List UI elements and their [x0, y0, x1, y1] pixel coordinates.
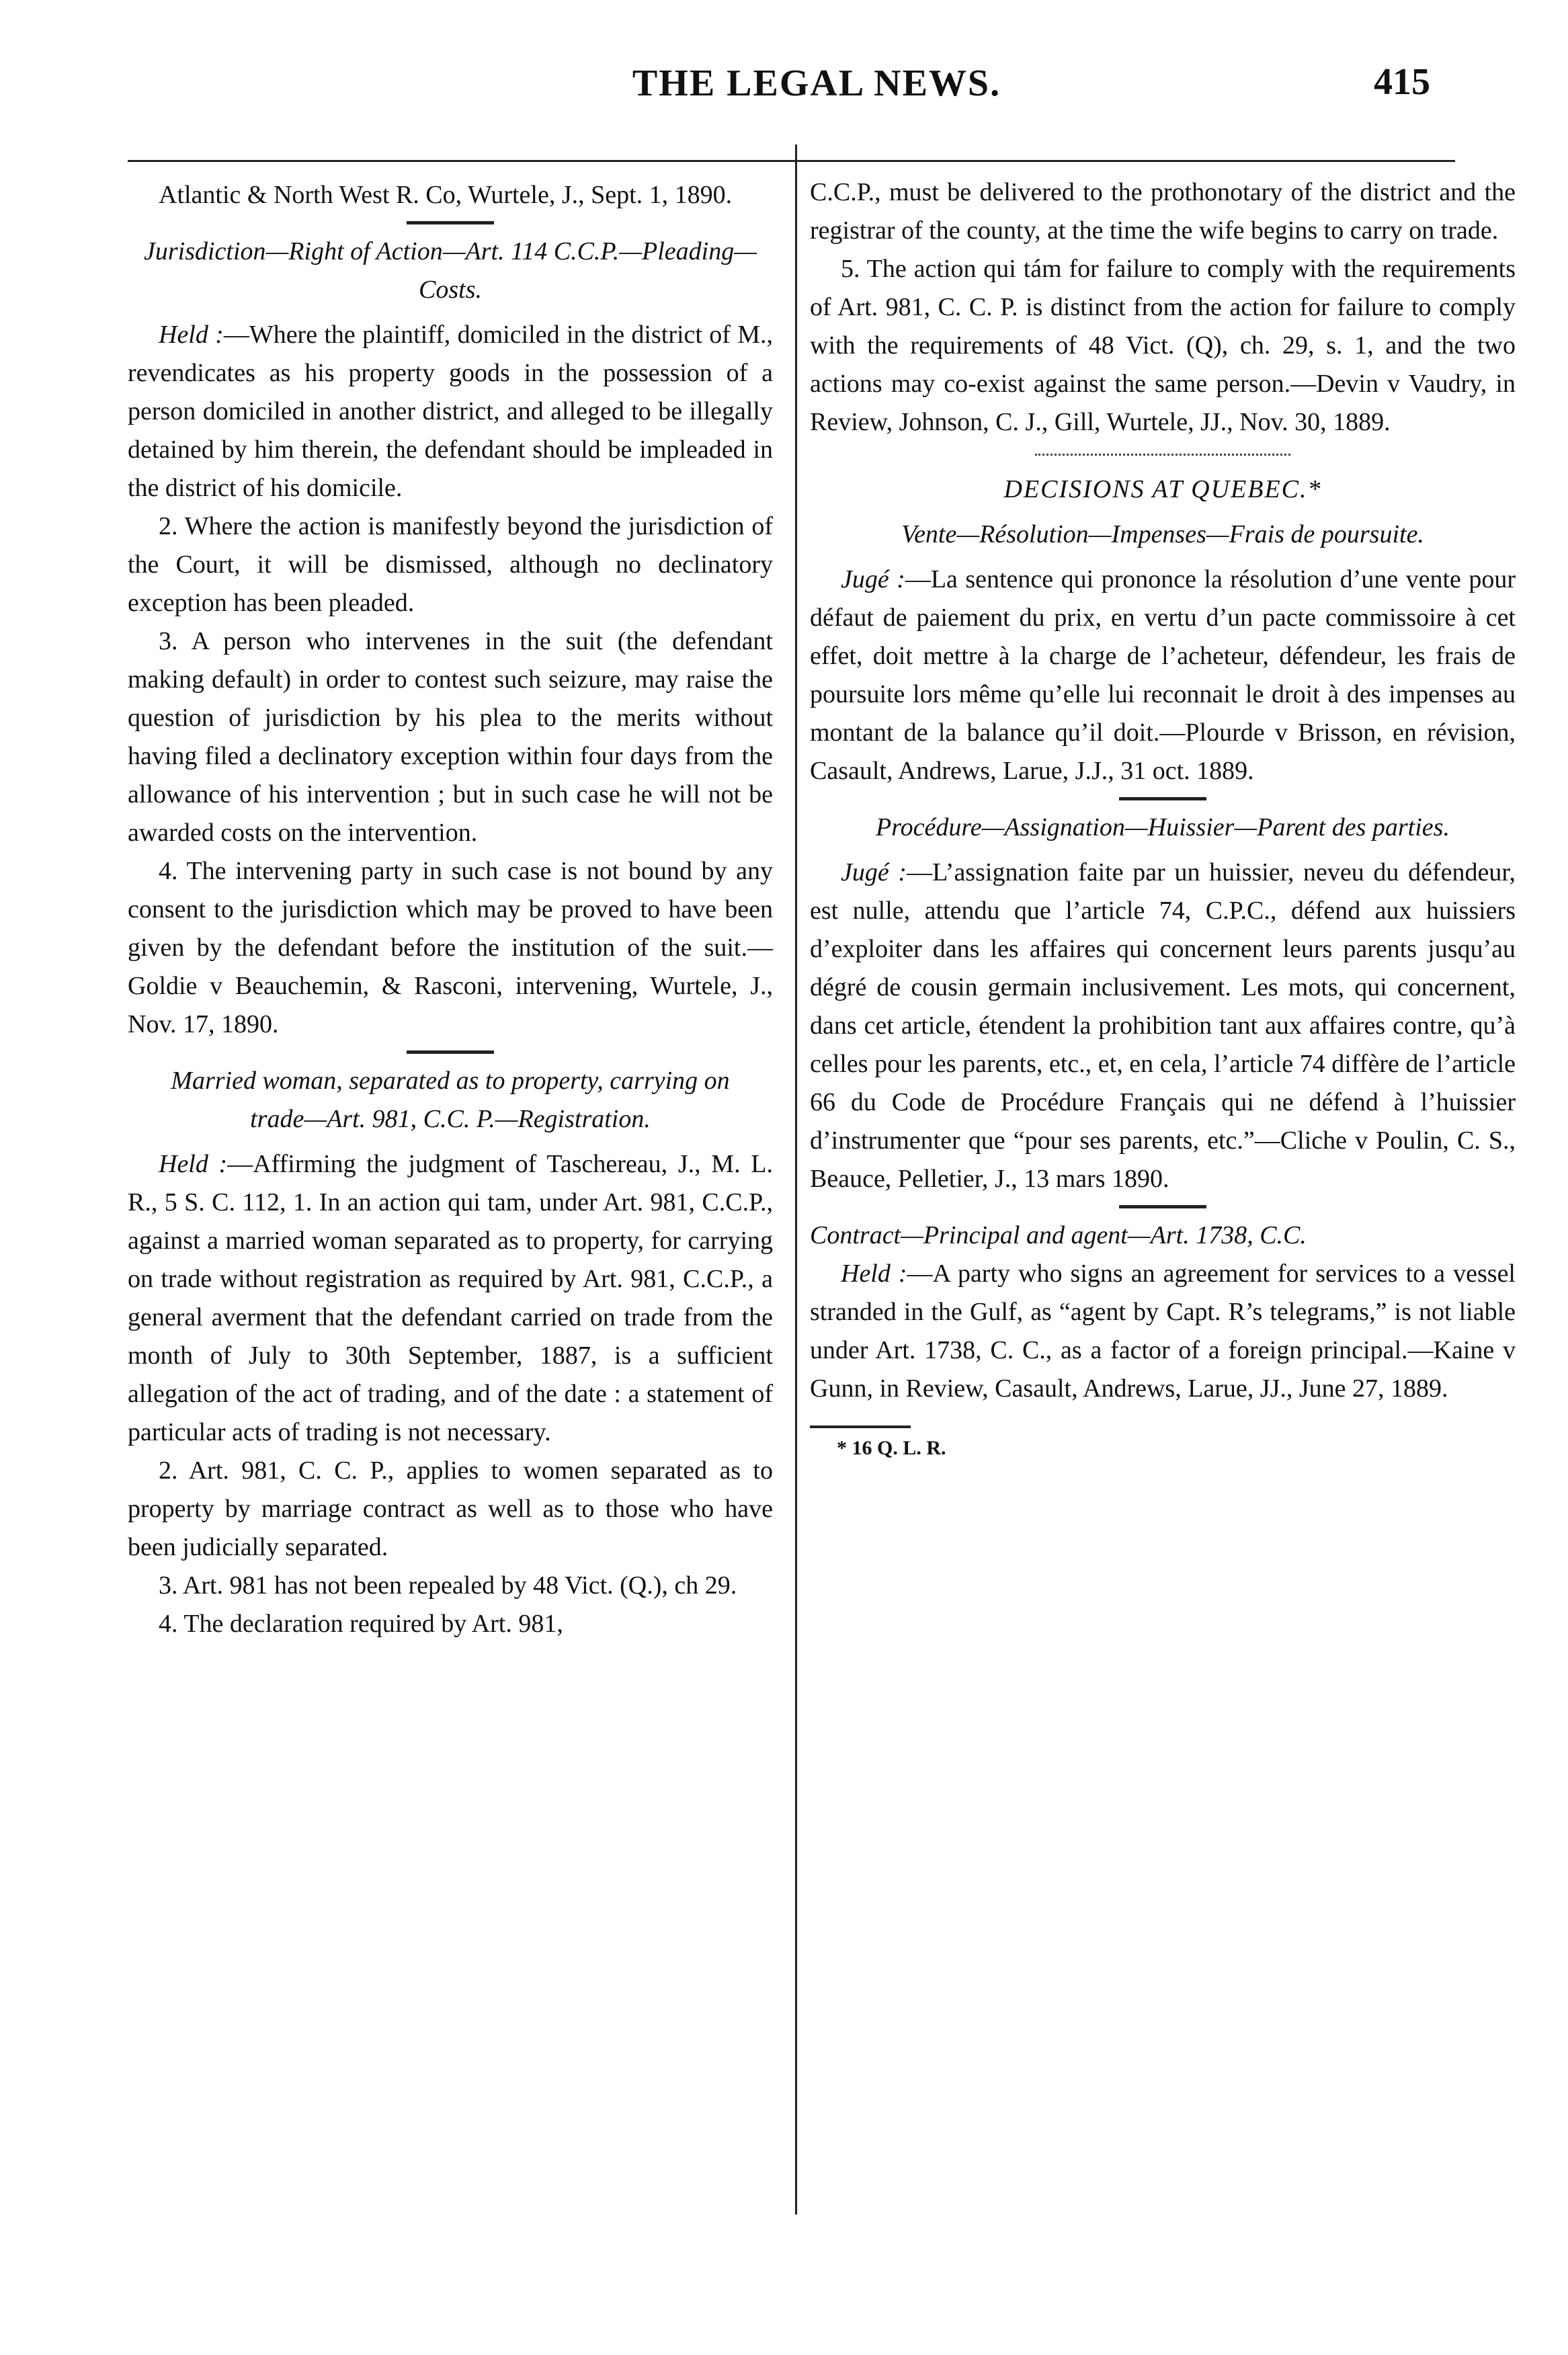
case-paragraph	[810, 561, 1516, 790]
case-paragraph: 4. The intervening party in such case is not bound by any consent to the jurisdiction which may be proved to have been given by the defendant before the institution of the suit.—Goldie v Beauchemin, & Rasconi, intervening, Wurtele, J., Nov. 17, 1890.	[128, 857, 773, 1038]
section-rule	[407, 1050, 494, 1054]
left-column	[128, 176, 773, 1643]
section-rule	[407, 221, 494, 224]
case-paragraph: 2. Where the action is manifestly beyond the jurisdiction of the Court, it will be dismissed, although no declinatory exception has been pleaded.	[128, 512, 773, 617]
case-paragraph	[810, 1255, 1516, 1408]
case-paragraph: 4. The declaration required by Art. 981,	[159, 1610, 563, 1638]
case-paragraph: 2. Art. 981, C. C. P., applies to women separated as to property by marriage contract as well as to those who have been judicially separated.	[128, 1456, 773, 1561]
juge-text: —La sentence qui prononce la résolution d’une vente pour défaut de paiement du prix, en vertu d’un pacte commissoire à cet effet, doit mettre à la charge de l’acheteur, défendeur, les frais de poursuite lors même qu’elle lui reconnait le droit à des impenses au montant de la balance qu’il doit.—Plourde v Brisson, en révision, Casault, Andrews, Larue, J.J., 31 oct. 1889.	[810, 565, 1516, 785]
section-rule	[1119, 1205, 1206, 1208]
case-paragraph	[128, 1145, 773, 1452]
case-heading: Vente—Résolution—Impenses—Frais de poursuite.	[901, 520, 1424, 548]
right-column	[810, 173, 1516, 1462]
case-heading	[810, 1216, 1516, 1255]
juge-label: Jugé :	[841, 565, 905, 593]
running-head	[0, 62, 1568, 116]
case-heading: Jurisdiction—Right of Action—Art. 114 C.C.P.—Pleading—Costs.	[143, 237, 757, 304]
case-paragraph: C.C.P., must be delivered to the prothonotary of the district and the registrar of the county, at the time the wife begins to carry on trade.	[810, 178, 1516, 245]
case-heading-text: Contract—Principal and agent—Art. 1738, C.C.	[810, 1221, 1307, 1249]
dotted-rule	[1035, 454, 1290, 456]
held-label: Held :	[841, 1259, 907, 1288]
case-citation: Atlantic & North West R. Co, Wurtele, J., Sept. 1, 1890.	[159, 181, 733, 209]
journal-title: THE LEGAL NEWS.	[632, 63, 1001, 104]
held-text: —Where the plaintiff, domiciled in the district of M., revendicates as his property goods in the possession of a person domiciled in another district, and alleged to be illegally detained by him therein, the defendant should be impleaded in the district of his domicile.	[128, 321, 773, 502]
header-rule	[128, 160, 1455, 162]
held-label: Held :	[159, 1150, 228, 1178]
page-number: 415	[1374, 61, 1430, 103]
section-title: DECISIONS AT QUEBEC.*	[1003, 475, 1322, 503]
footnote-rule	[810, 1426, 911, 1428]
held-text: —A party who signs an agreement for services to a vessel stranded in the Gulf, as “agent by Capt. R’s telegrams,” is not liable under Art. 1738, C. C., as a factor of a foreign principal.—Kaine v Gunn, in Review, Casault, Andrews, Larue, JJ., June 27, 1889.	[810, 1259, 1516, 1403]
column-divider	[795, 144, 797, 2215]
case-paragraph: 5. The action qui tám for failure to comply with the requirements of Art. 981, C. C. P. is distinct from the action for failure to comply with the requirements of 48 Vict. (Q), ch. 29, s. 1, and the two actions may co-exist against the same person.—Devin v Vaudry, in Review, Johnson, C. J., Gill, Wurtele, JJ., Nov. 30, 1889.	[810, 255, 1516, 436]
juge-text: —L’assignation faite par un huissier, neveu du défendeur, est nulle, attendu que l’article 74, C.P.C., défend aux huissiers d’exploiter dans les affaires qui concernent leurs parents jusqu’au dégré de cousin germain inclusivement. Les mots, qui concernent, dans cet article, étendent la prohibition tant aux affaires contre, qu’à celles pour les parents, etc., et, en cela, l’article 74 diffère de l’article 66 du Code de Procédure Français qui ne défend à l’huissier d’instrumenter que “pour ses parents, etc.”—Cliche v Poulin, C. S., Beauce, Pelletier, J., 13 mars 1890.	[810, 858, 1516, 1193]
case-paragraph	[128, 316, 773, 507]
held-label: Held :	[159, 321, 224, 349]
section-rule	[1119, 797, 1206, 800]
case-paragraph: 3. Art. 981 has not been repealed by 48 Vict. (Q.), ch 29.	[159, 1571, 737, 1600]
juge-label: Jugé :	[841, 858, 907, 886]
case-paragraph	[810, 854, 1516, 1198]
footnote: * 16 Q. L. R.	[837, 1437, 946, 1459]
held-text: —Affirming the judgment of Taschereau, J., M. L. R., 5 S. C. 112, 1. In an action qui tam, under Art. 981, C.C.P., against a married woman separated as to property, for carrying on trade without registration as required by Art. 981, C.C.P., a general averment that the defendant carried on trade from the month of July to 30th September, 1887, is a sufficient allegation of the act of trading, and of the date : a statement of particular acts of trading is not necessary.	[128, 1150, 773, 1446]
case-paragraph: 3. A person who intervenes in the suit (the defendant making default) in order to contest such seizure, may raise the question of jurisdiction by his plea to the merits without having filed a declinatory exception within four days from the allowance of his intervention ; but in such case he will not be awarded costs on the intervention.	[128, 627, 773, 847]
case-heading: Procédure—Assignation—Huissier—Parent des parties.	[876, 813, 1450, 841]
case-heading: Married woman, separated as to property, carrying on trade—Art. 981, C.C. P.—Registration.	[171, 1067, 730, 1133]
